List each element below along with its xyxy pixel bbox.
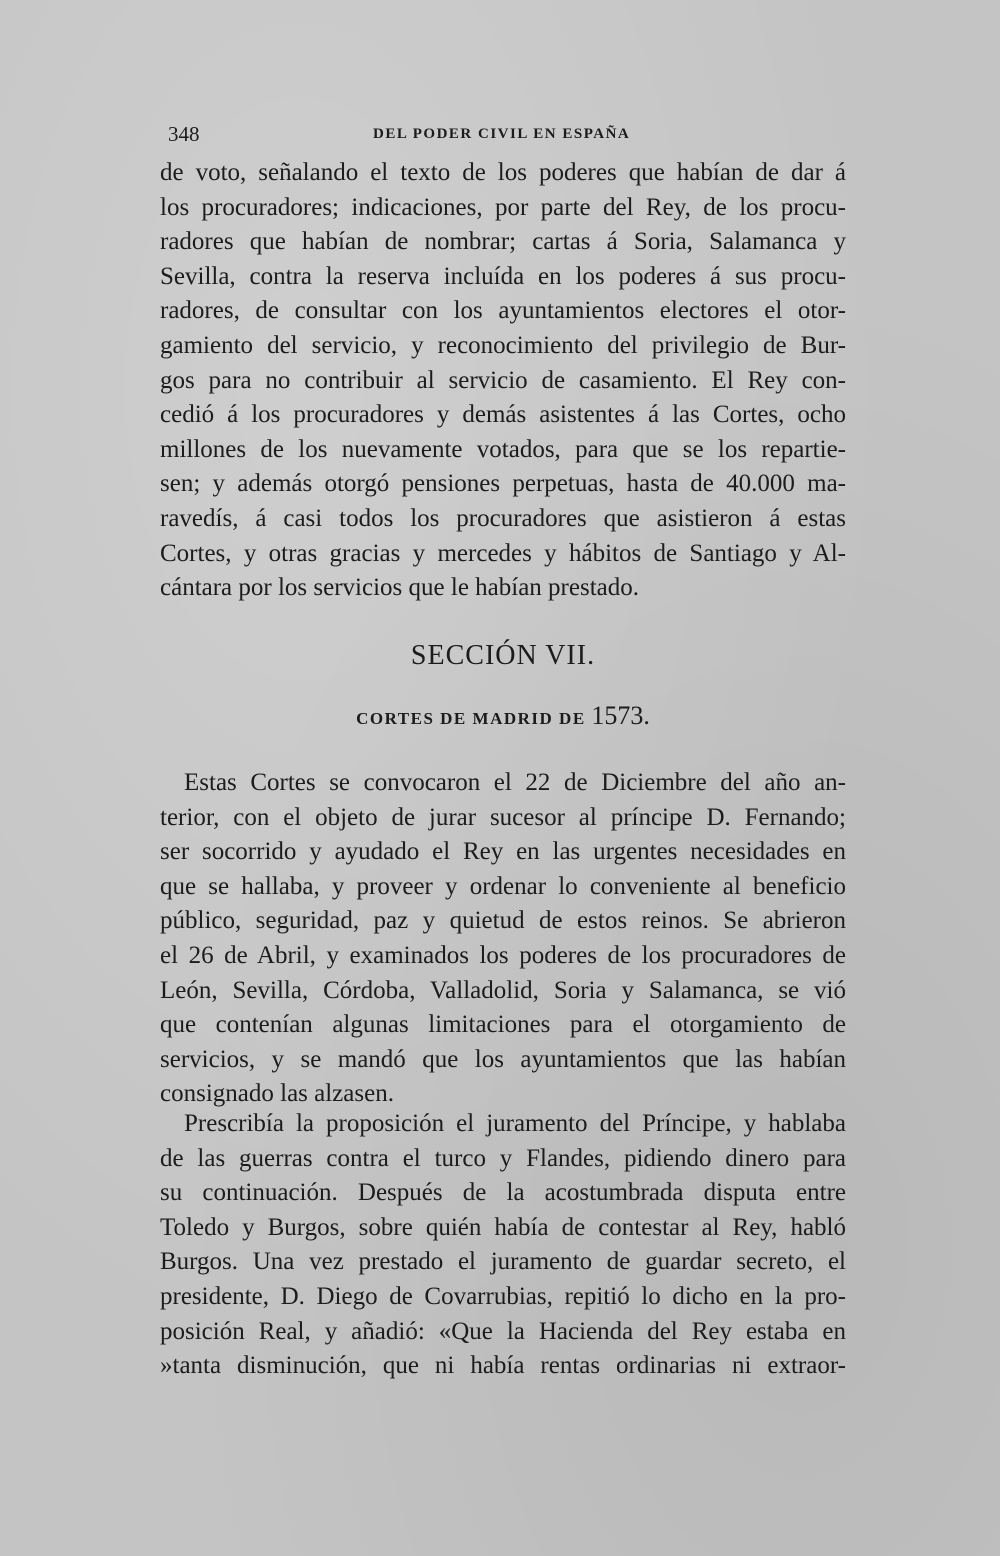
text-line: consignado las alzasen. [160,1080,394,1108]
text-line: Burgos. Una vez prestado el juramento de guardar secreto, el [160,1248,846,1276]
text-line: León, Sevilla, Córdoba, Valladolid, Soria y Salamanca, se vió [160,976,846,1004]
text-line: que se hallaba, y proveer y ordenar lo conveniente al beneficio [160,872,846,900]
paragraph-continued [160,156,846,606]
text-line: terior, con el objeto de jurar sucesor al príncipe D. Fernando; [160,803,846,831]
text-line: de las guerras contra el turco y Flandes, pidiendo dinero para [160,1144,846,1172]
text-line: Estas Cortes se convocaron el 22 de Diciembre del año an- [184,769,846,796]
section-subtitle-text: CORTES DE MADRID DE [356,709,586,728]
text-line: »tanta disminución, que ni había rentas ordinarias ni extraor- [160,1352,846,1380]
text-line: cedió á los procuradores y demás asistentes á las Cortes, ocho [160,401,846,429]
section-subtitle [160,701,846,731]
text-line: cántara por los servicios que le habían prestado. [160,574,639,602]
text-line: gamiento del servicio, y reconocimiento del privilegio de Bur- [160,331,846,359]
text-line: su continuación. Después de la acostumbrada disputa entre [160,1179,846,1207]
text-line: millones de los nuevamente votados, para que se los repartie- [160,435,846,463]
text-line: Cortes, y otras gracias y mercedes y hábitos de Santiago y Al- [160,539,846,567]
text-line: sen; y además otorgó pensiones perpetuas, hasta de 40.000 ma- [160,470,846,498]
running-head-title: DEL PODER CIVIL EN ESPAÑA [373,126,631,142]
text-line: servicios, y se mandó que los ayuntamientos que las habían [160,1045,846,1073]
text-line: gos para no contribuir al servicio de casamiento. El Rey con- [160,366,846,394]
section-subtitle-year: 1573. [591,701,650,730]
text-line: de voto, señalando el texto de los poderes que habían de dar á [160,159,846,186]
text-line: público, seguridad, paz y quietud de estos reinos. Se abrieron [160,907,846,935]
text-line: el 26 de Abril, y examinados los poderes de los procuradores de [160,941,846,969]
text-line: radores que habían de nombrar; cartas á Soria, Salamanca y [160,228,846,256]
paragraph [160,1107,846,1384]
text-line: Toledo y Burgos, sobre quién había de contestar al Rey, habló [160,1213,846,1241]
text-line: Sevilla, contra la reserva incluída en los poderes á sus procu- [160,262,846,290]
text-line: los procuradores; indicaciones, por parte del Rey, de los procu- [160,193,846,221]
paragraph [160,766,846,1112]
text-line: radores, de consultar con los ayuntamientos electores el otor- [160,297,846,325]
text-line: que contenían algunas limitaciones para el otorgamiento de [160,1011,846,1039]
text-line: Prescribía la proposición el juramento del Príncipe, y hablaba [184,1110,846,1137]
page-number: 348 [168,122,200,146]
text-line: posición Real, y añadió: «Que la Hacienda del Rey estaba en [160,1317,846,1345]
text-line: presidente, D. Diego de Covarrubias, repitió lo dicho en la pro- [160,1282,846,1310]
text-line: ser socorrido y ayudado el Rey en las urgentes necesidades en [160,838,846,866]
running-head [168,122,848,146]
section-title: SECCIÓN VII. [410,640,596,671]
text-line: ravedís, á casi todos los procuradores que asistieron á estas [160,504,846,532]
